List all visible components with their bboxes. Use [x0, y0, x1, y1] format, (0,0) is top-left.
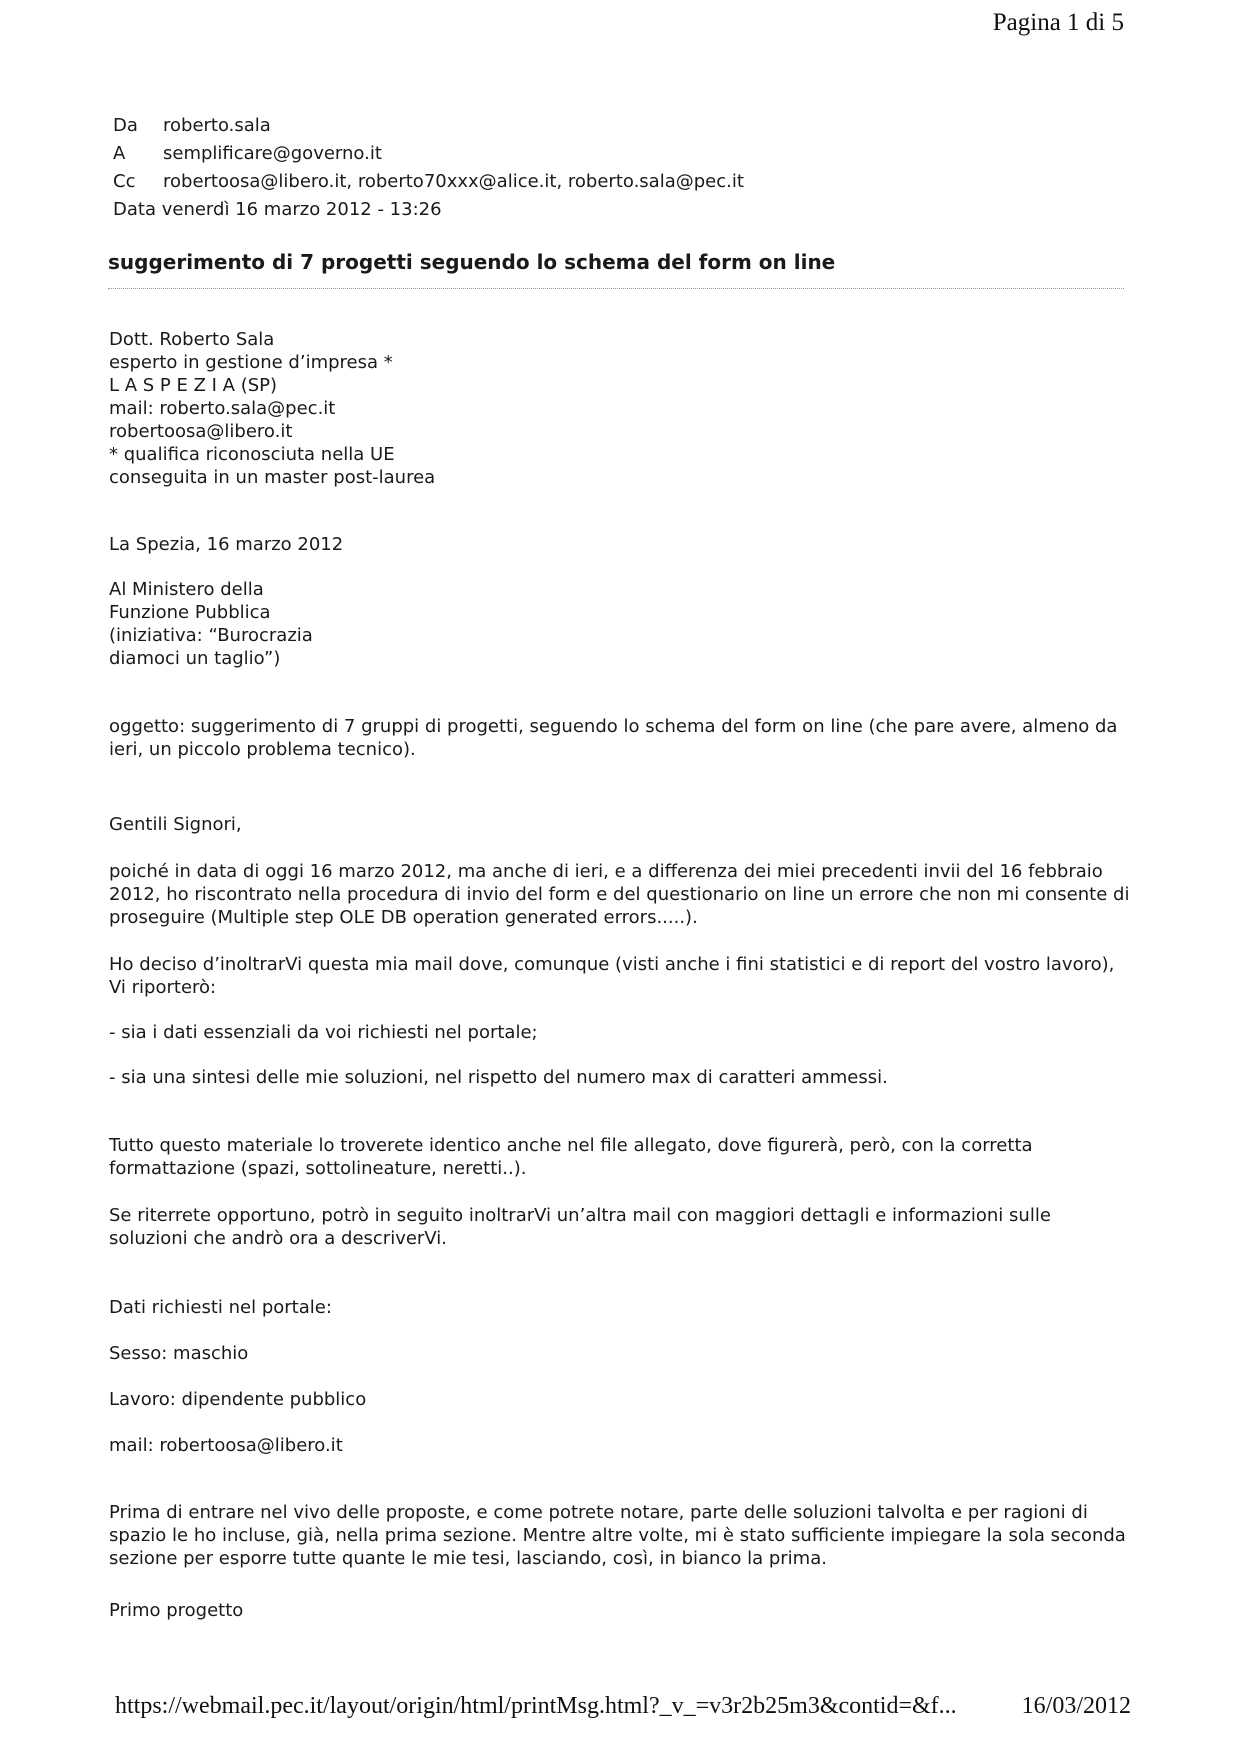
- body-paragraph-1: poiché in data di oggi 16 marzo 2012, ma anche di ieri, e a differenza dei miei precedenti invii del 16 febbraio 2012, ho riscontrato nella procedura di invio del form e del questionario on line un errore che non mi consente di proseguire (Multiple step OLE DB operation generated errors.....).: [109, 861, 1130, 928]
- date-row: [113, 196, 744, 224]
- footer-date: 16/03/2012: [1021, 1693, 1131, 1719]
- from-row: [113, 112, 744, 140]
- cc-row: [113, 168, 744, 196]
- primo-progetto: Primo progetto: [109, 1600, 244, 1621]
- recipient-block: [109, 578, 1131, 670]
- recipient-line: Al Ministero della: [109, 579, 264, 600]
- from-label: Da: [113, 115, 138, 136]
- date-label: Data: [113, 199, 156, 220]
- bullet-item-1: - sia i dati essenziali da voi richiesti nel portale;: [109, 1022, 538, 1043]
- signature-line: mail: roberto.sala@pec.it: [109, 398, 336, 419]
- email-subject: suggerimento di 7 progetti seguendo lo schema del form on line: [108, 250, 836, 274]
- mail-line: mail: robertoosa@libero.it: [109, 1435, 343, 1456]
- email-body: [109, 328, 1131, 1622]
- greeting: Gentili Signori,: [109, 814, 242, 835]
- email-header: [113, 112, 744, 224]
- body-paragraph-3: Tutto questo materiale lo troverete identico anche nel file allegato, dove figurerà, però, con la corretta formattazione (spazi, sottolineature, neretti..).: [109, 1135, 1033, 1179]
- body-paragraph-4: Se riterrete opportuno, potrò in seguito inoltrarVi un’altra mail con maggiori dettagli e informazioni sulle soluzioni che andrò ora a descriverVi.: [109, 1205, 1051, 1249]
- body-paragraph-5: Prima di entrare nel vivo delle proposte, e come potrete notare, parte delle soluzioni talvolta e per ragioni di spazio le ho incluse, già, nella prima sezione. Mentre altre volte, mi è stato sufficiente impiegare la sola seconda sezione per esporre tutte quante le mie tesi, lasciando, così, in bianco la prima.: [109, 1502, 1126, 1569]
- recipient-line: Funzione Pubblica: [109, 602, 271, 623]
- cc-value: robertoosa@libero.it, roberto70xxx@alice.it, roberto.sala@pec.it: [163, 171, 744, 192]
- signature-line: L A S P E Z I A (SP): [109, 375, 278, 396]
- oggetto-paragraph: oggetto: suggerimento di 7 gruppi di progetti, seguendo lo schema del form on line (che pare avere, almeno da ieri, un piccolo problema tecnico).: [109, 716, 1118, 760]
- signature-line: Dott. Roberto Sala: [109, 329, 275, 350]
- date-value: venerdì 16 marzo 2012 - 13:26: [161, 199, 442, 220]
- signature-line: esperto in gestione d’impresa *: [109, 352, 393, 373]
- from-value: roberto.sala: [163, 115, 271, 136]
- bullet-item-2: - sia una sintesi delle mie soluzioni, nel rispetto del numero max di caratteri ammessi.: [109, 1067, 888, 1088]
- to-row: [113, 140, 744, 168]
- lavoro-line: Lavoro: dipendente pubblico: [109, 1389, 367, 1410]
- signature-block: [109, 328, 1131, 489]
- header-divider: [108, 288, 1124, 289]
- data-heading: Dati richiesti nel portale:: [109, 1297, 332, 1318]
- body-paragraph-2: Ho deciso d’inoltrarVi questa mia mail dove, comunque (visti anche i fini statistici e di report del vostro lavoro), Vi riporterò:: [109, 954, 1115, 998]
- sesso-line: Sesso: maschio: [109, 1343, 249, 1364]
- to-label: A: [113, 143, 126, 164]
- page-indicator: Pagina 1 di 5: [992, 9, 1124, 36]
- signature-line: robertoosa@libero.it: [109, 421, 293, 442]
- signature-line: conseguita in un master post-laurea: [109, 467, 436, 488]
- print-footer: [115, 1693, 1131, 1720]
- cc-label: Cc: [113, 171, 136, 192]
- recipient-line: (iniziativa: “Burocrazia: [109, 625, 313, 646]
- footer-url: https://webmail.pec.it/layout/origin/html/printMsg.html?_v_=v3r2b25m3&contid=&f...: [115, 1693, 957, 1719]
- recipient-line: diamoci un taglio”): [109, 648, 281, 669]
- signature-line: * qualifica riconosciuta nella UE: [109, 444, 395, 465]
- to-value: semplificare@governo.it: [163, 143, 382, 164]
- place-date: La Spezia, 16 marzo 2012: [109, 534, 344, 555]
